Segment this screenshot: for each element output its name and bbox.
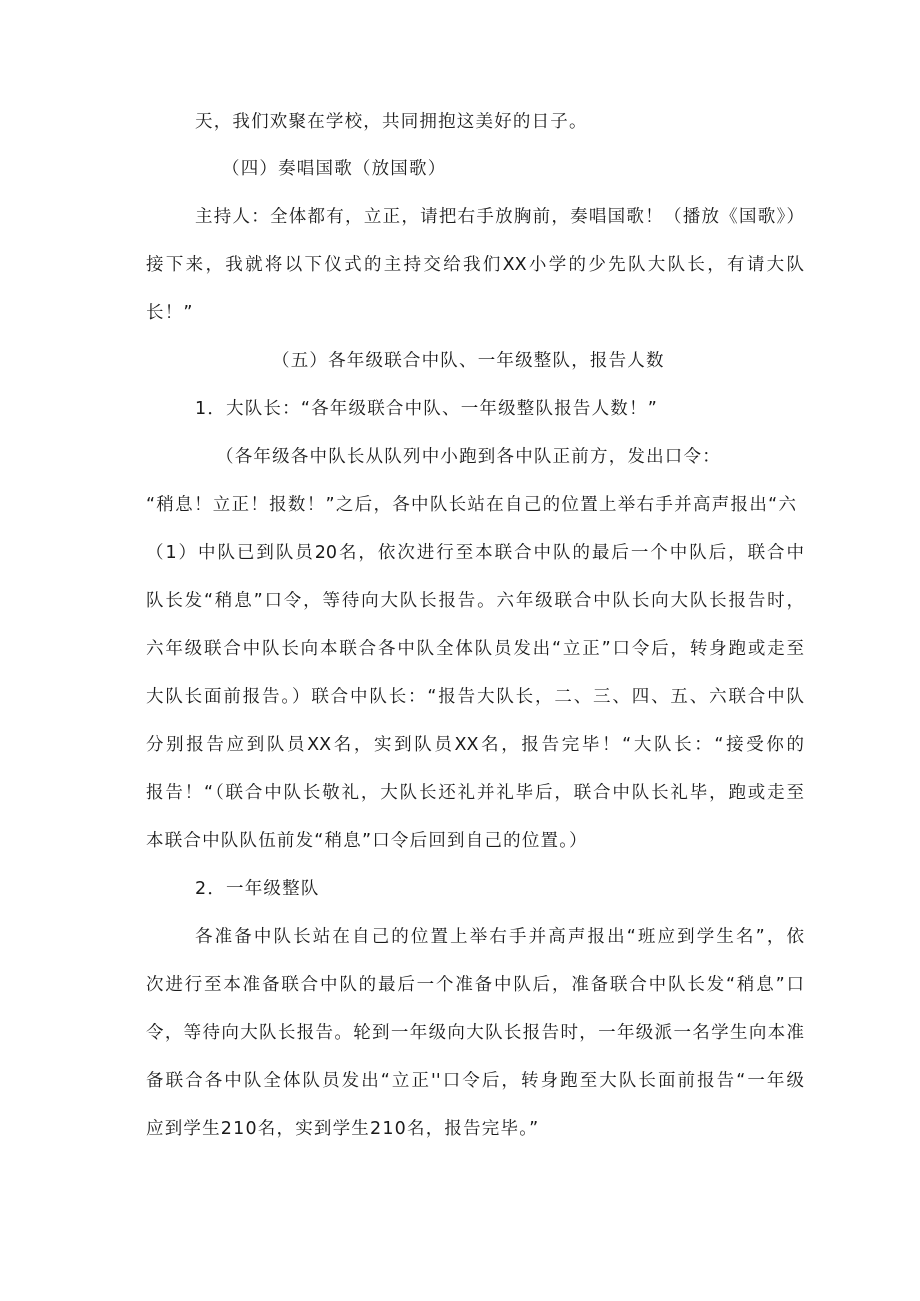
item-heading: 1．大队长：“各年级联合中队、一年级整队报告人数！” bbox=[195, 399, 658, 419]
paragraph-line: 次进行至本准备联合中队的最后一个准备中队后，准备联合中队长发“稍息”口 bbox=[146, 975, 804, 995]
section-heading: （五）各年级联合中队、一年级整队，报告人数 bbox=[272, 351, 665, 371]
paragraph-line: 应到学生210名，实到学生210名，报告完毕。” bbox=[146, 1119, 540, 1139]
paragraph-line: 各准备中队长站在自己的位置上举右手并高声报出“班应到学生名”，依 bbox=[195, 927, 804, 947]
section-heading: （四）奏唱国歌（放国歌） bbox=[222, 159, 447, 179]
paragraph-line: 本联合中队队伍前发“稍息”口令后回到自己的位置。） bbox=[146, 831, 588, 851]
paragraph-line: 大队长面前报告。）联合中队长：“报告大队长，二、三、四、五、六联合中队 bbox=[146, 687, 804, 707]
paragraph-line: “稍息！立正！报数！”之后，各中队长站在自己的位置上举右手并高声报出“六 bbox=[146, 495, 796, 515]
paragraph-line: 备联合各中队全体队员发出“立正''口令后，转身跑至大队长面前报告“一年级 bbox=[146, 1071, 804, 1091]
paragraph-line: 队长发“稍息”口令，等待向大队长报告。六年级联合中队长向大队长报告时， bbox=[146, 591, 804, 611]
paragraph-line: （1）中队已到队员20名，依次进行至本联合中队的最后一个中队后，联合中 bbox=[146, 543, 804, 563]
paragraph-line: （各年级各中队长从队列中小跑到各中队正前方，发出口令： bbox=[216, 447, 721, 467]
paragraph-line: 令，等待向大队长报告。轮到一年级向大队长报告时，一年级派一名学生向本准 bbox=[146, 1023, 804, 1043]
paragraph-line: 长！” bbox=[146, 303, 194, 323]
paragraph-line: 接下来，我就将以下仪式的主持交给我们XX小学的少先队大队长，有请大队 bbox=[146, 255, 804, 275]
paragraph-line: 天，我们欢聚在学校，共同拥抱这美好的日子。 bbox=[195, 112, 588, 132]
paragraph-line: 分别报告应到队员XX名，实到队员XX名，报告完毕！“大队长：“接受你的 bbox=[146, 735, 804, 755]
item-heading: 2．一年级整队 bbox=[195, 879, 320, 899]
paragraph-line: 六年级联合中队长向本联合各中队全体队员发出“立正”口令后，转身跑或走至 bbox=[146, 639, 804, 659]
paragraph-line: 主持人：全体都有，立正，请把右手放胸前，奏唱国歌！（播放《国歌》） bbox=[195, 207, 804, 227]
paragraph-line: 报告！“（联合中队长敬礼，大队长还礼并礼毕后，联合中队长礼毕，跑或走至 bbox=[146, 783, 804, 803]
